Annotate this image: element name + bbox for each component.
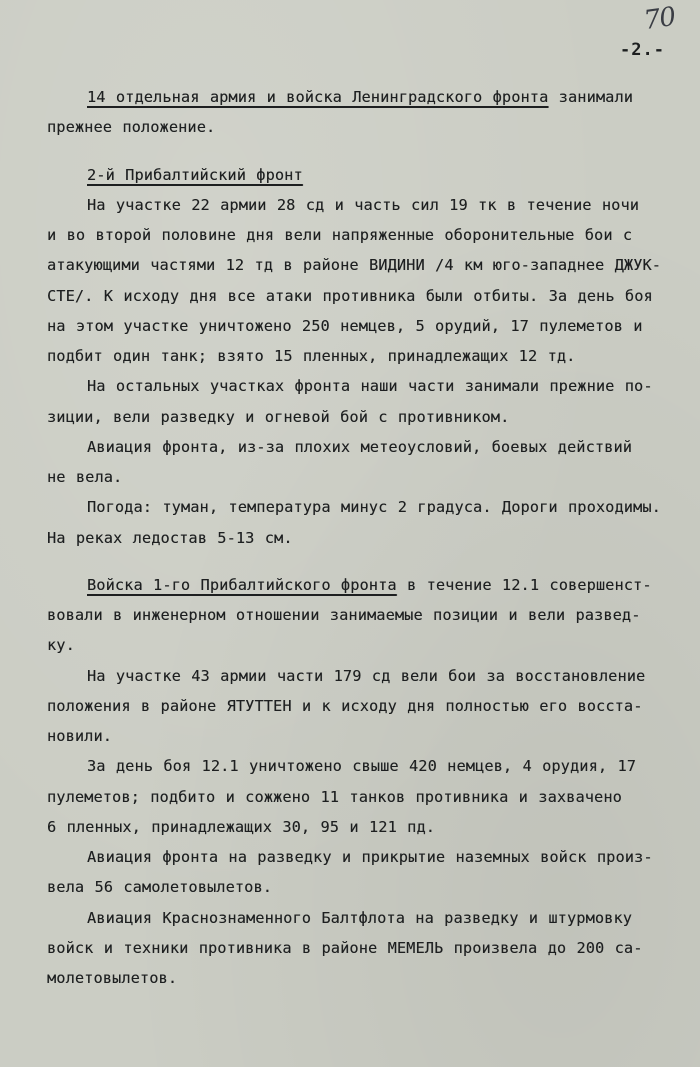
text-segment: молетовылетов. — [47, 969, 178, 987]
text-segment: На остальных участках фронта наши части занимали прежние по- — [87, 377, 653, 396]
text-line — [0, 695, 700, 725]
text-segment: Авиация фронта на разведку и прикрытие наземных войск произ- — [87, 848, 653, 866]
text-segment: вела 56 самолетовылетов. — [47, 878, 273, 897]
text-segment: не вела. — [47, 468, 123, 486]
underlined-heading: Войска 1-го Прибалтийского фронта — [87, 575, 397, 594]
paragraph-gap — [0, 557, 700, 574]
text-line — [0, 876, 700, 906]
text-line — [0, 786, 700, 816]
text-segment: атакующими частями 12 тд в районе ВИДИНИ /4 км юго-западнее ДЖУК- — [47, 256, 662, 275]
text-line — [0, 937, 700, 967]
text-segment: положения в районе ЯТУТТЕН и к исходу дня полностью его восста- — [47, 696, 643, 715]
text-segment: На реках ледостав 5-13 см. — [47, 528, 293, 547]
text-line — [0, 634, 700, 664]
text-segment: пулеметов; подбито и сожжено 11 танков противника и захвачено — [47, 787, 622, 806]
text-line — [0, 466, 700, 496]
text-line — [0, 406, 700, 436]
text-segment: 6 пленных, принадлежащих 30, 95 и 121 пд. — [47, 817, 436, 836]
text-line — [0, 285, 700, 315]
text-line — [0, 194, 700, 224]
page-number: -2.- — [620, 40, 665, 60]
text-segment: прежнее положение. — [47, 118, 216, 137]
text-line — [0, 574, 700, 604]
text-segment: в течение 12.1 совершенст- — [396, 575, 652, 594]
text-segment: новили. — [47, 727, 113, 745]
text-segment: На участке 43 армии части 179 сд вели бои за восстановление — [87, 666, 646, 685]
text-line — [0, 315, 700, 345]
text-segment: За день боя 12.1 уничтожено свыше 420 немцев, 4 орудия, 17 — [87, 757, 637, 776]
text-segment: зиции, вели разведку и огневой бой с противником. — [47, 407, 510, 426]
text-segment: СТЕ/. К исходу дня все атаки противника были отбиты. За день боя — [47, 286, 653, 305]
text-line — [0, 967, 700, 997]
underlined-heading: 14 отдельная армия и войска Ленинградского фронта — [87, 88, 549, 106]
text-segment: Авиация Краснознаменного Балтфлота на разведку и штурмовку — [87, 908, 633, 927]
text-line — [0, 907, 700, 937]
text-line — [0, 116, 700, 146]
text-line — [0, 604, 700, 634]
text-line — [0, 496, 700, 526]
text-line — [0, 345, 700, 375]
text-segment: На участке 22 армии 28 сд и часть сил 19 тк в течение ночи — [87, 195, 640, 214]
text-line — [0, 86, 700, 116]
text-segment: на этом участке уничтожено 250 немцев, 5 орудий, 17 пулеметов и — [47, 316, 643, 335]
text-segment: Погода: туман, температура минус 2 градуса. Дороги проходимы. — [87, 498, 661, 517]
text-segment: войск и техники противника в районе МЕМЕЛЬ произвела до 200 са- — [47, 938, 643, 957]
paragraph-gap — [0, 147, 700, 164]
text-line — [0, 725, 700, 755]
text-segment: подбит один танк; взято 15 пленных, принадлежащих 12 тд. — [47, 347, 576, 365]
text-line — [0, 527, 700, 557]
underlined-heading: 2-й Прибалтийский фронт — [87, 165, 303, 184]
text-segment: ку. — [47, 636, 75, 655]
text-line — [0, 164, 700, 194]
text-segment: Авиация фронта, из-за плохих метеоусловий, боевых действий — [87, 437, 633, 456]
text-line — [0, 755, 700, 785]
text-line — [0, 665, 700, 695]
text-line — [0, 224, 700, 254]
document-body — [0, 86, 700, 997]
text-segment: и во второй половине дня вели напряженные оборонительные бои с — [47, 226, 633, 244]
text-line — [0, 816, 700, 846]
text-line — [0, 436, 700, 466]
text-segment: занимали — [548, 88, 634, 106]
archive-page-number: 70 — [642, 1, 678, 37]
text-line — [0, 375, 700, 405]
text-line — [0, 846, 700, 876]
text-segment: вовали в инженерном отношении занимаемые позиции и вели развед- — [47, 606, 641, 624]
text-line — [0, 254, 700, 284]
